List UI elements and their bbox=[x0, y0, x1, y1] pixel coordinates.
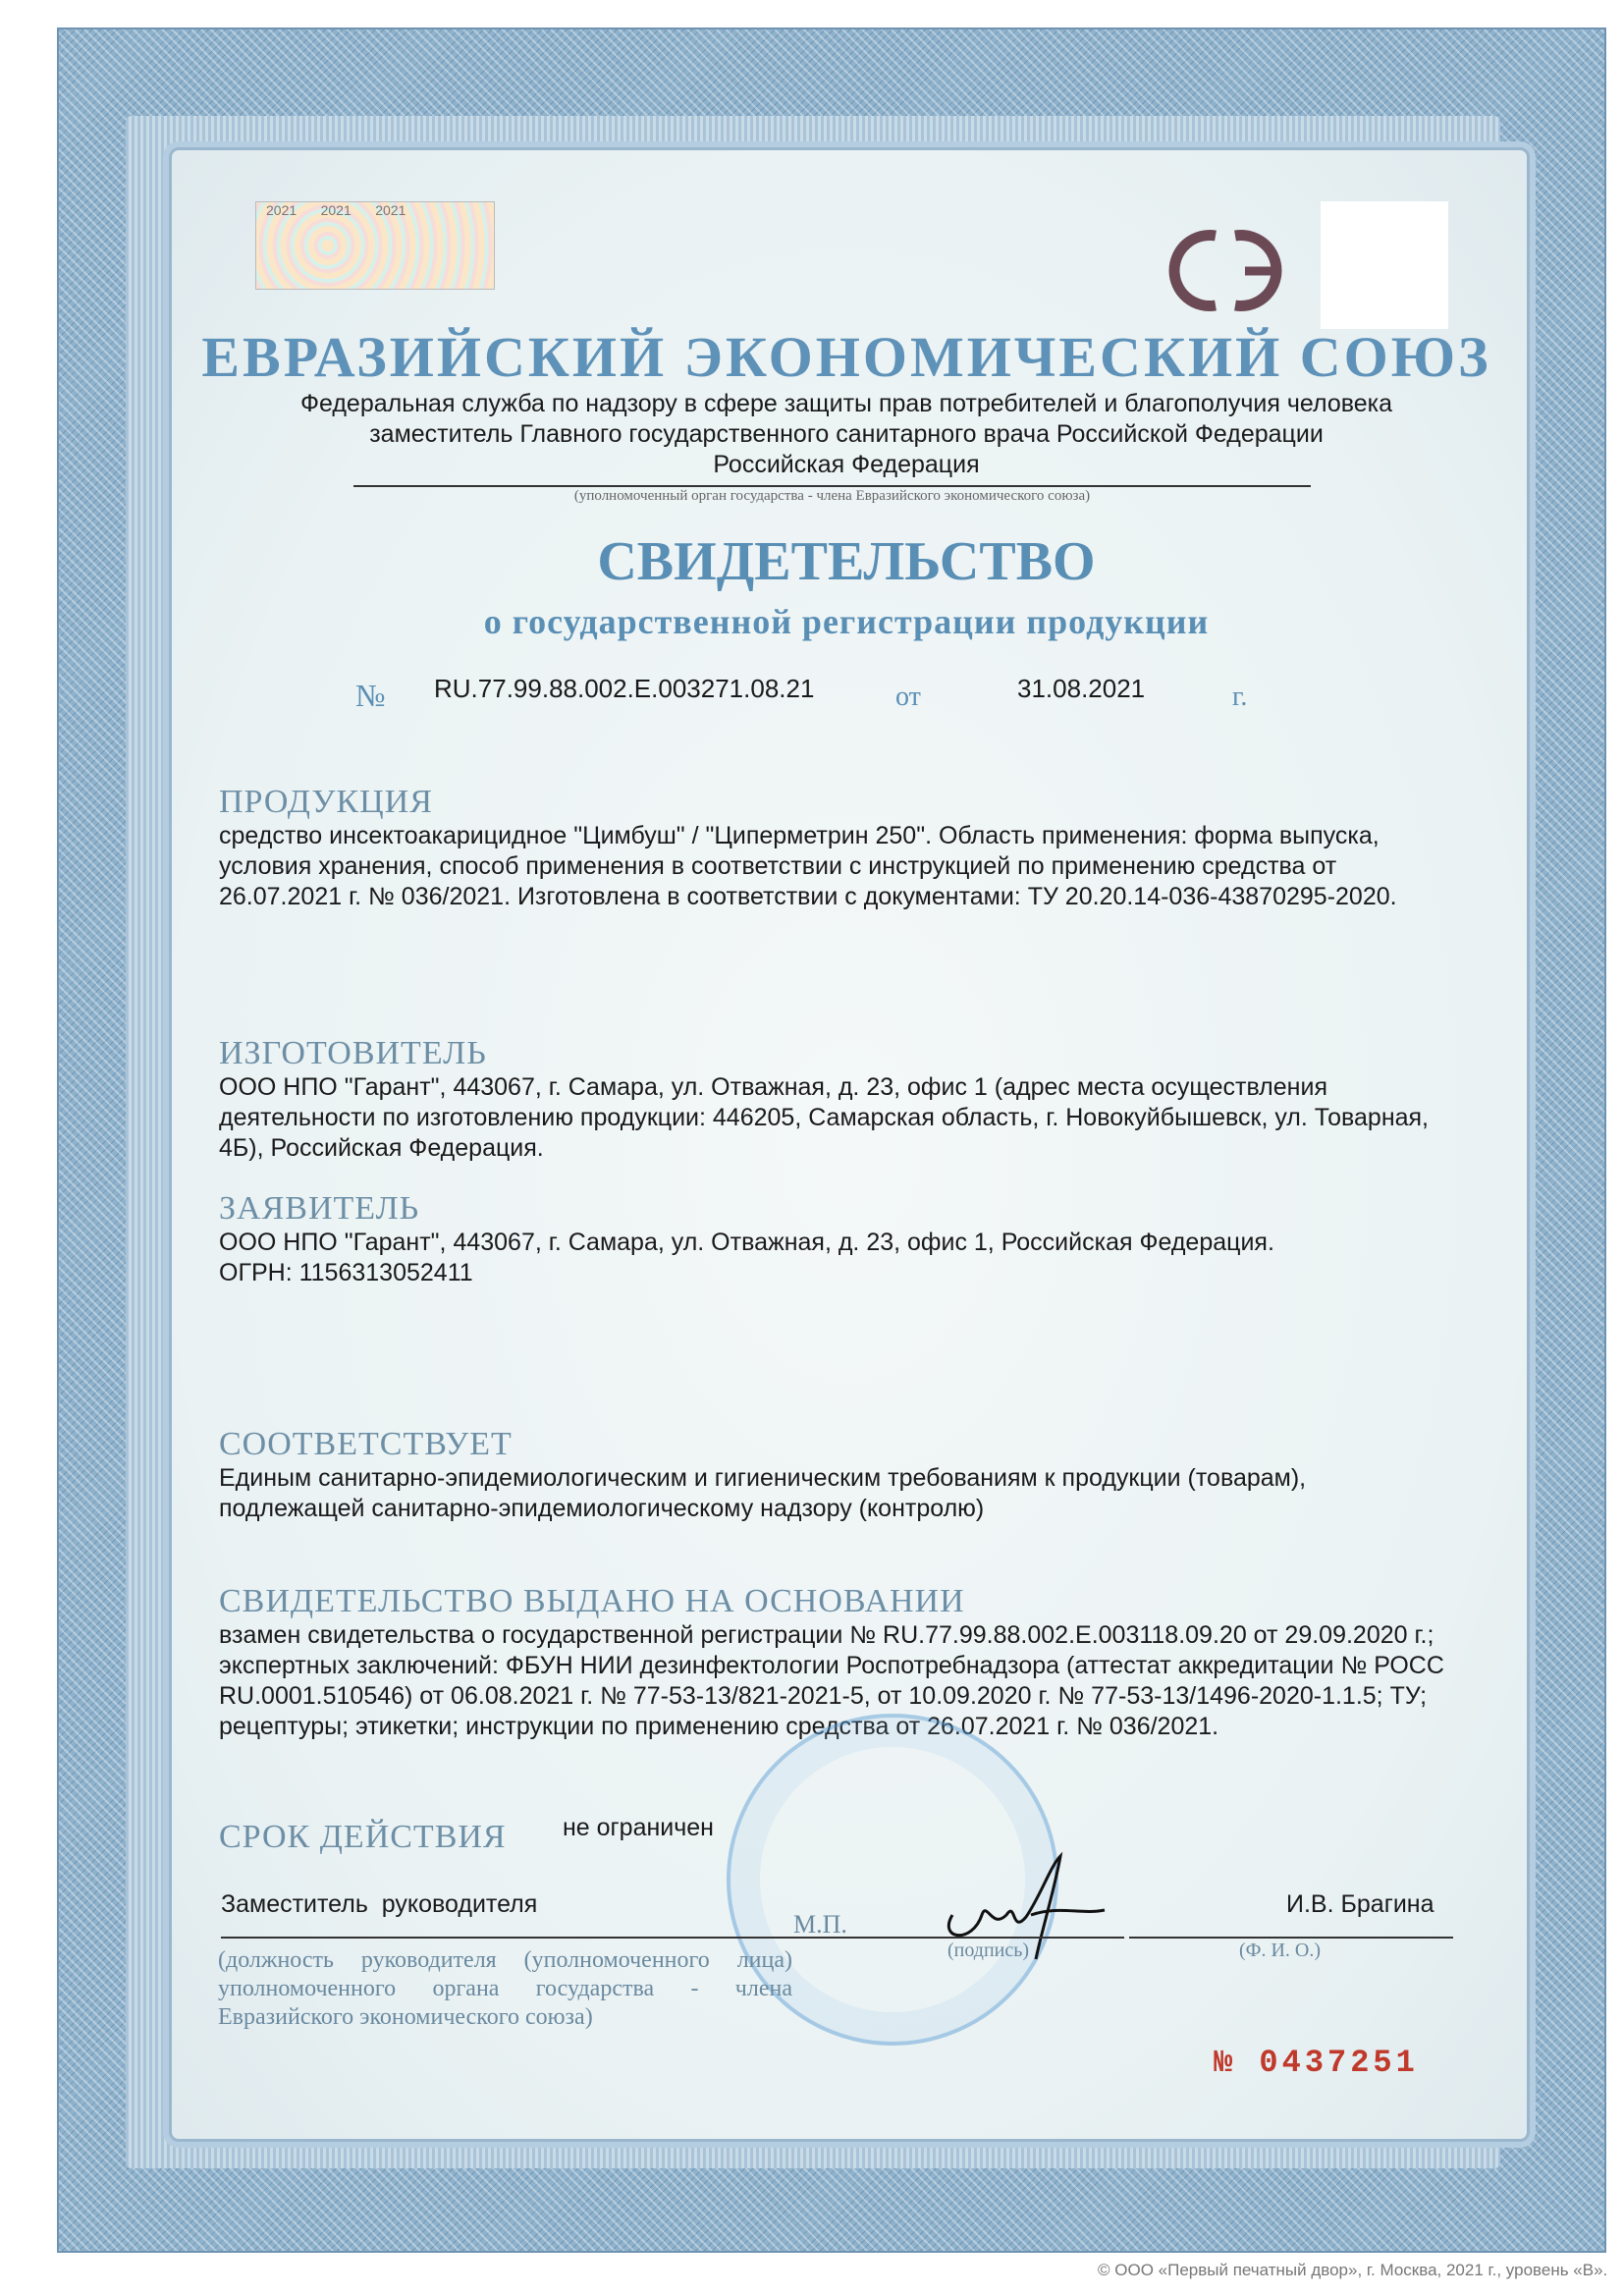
conforms-text: Единым санитарно-эпидемиологическим и гигиеническим требованиям к продукции (товарам), подлежащей санитарно-эпидемиологическому надзору (контролю) bbox=[219, 1464, 1307, 1522]
name-line bbox=[1129, 1937, 1453, 1939]
position-caption: (должность руководителя (уполномоченного лица) уполномоченного органа государства - члена Евразийского экономического союза) bbox=[218, 1947, 792, 2030]
printer-footer: © ООО «Первый печатный двор», г. Москва, 2021 г., уровень «В». bbox=[1098, 2261, 1608, 2279]
applicant-ogrn: ОГРН: 1156313052411 bbox=[219, 1259, 473, 1286]
se-logo bbox=[1155, 224, 1302, 317]
signer-name: И.В. Брагина bbox=[1286, 1890, 1434, 1918]
basis-text: взамен свидетельства о государственной регистрации № RU.77.99.88.002.Е.003118.09.20 от 29.09.2020 г.; экспертных заключений: ФБУН НИИ дезинфектологии Роспотребнадзора (аттестат аккредитации № РОСС RU.0001.510546) от 06.08.2021 г. № 77-53-13/821-2021-5, от 10.09.2020 г. № 77-53-13/1496-2020-1.1.5; ТУ; рецептуры; этикетки; инструкции по применению средства от 26.07.2021 г. № 036/2021. bbox=[219, 1621, 1444, 1740]
union-title: ЕВРАЗИЙСКИЙ ЭКОНОМИЧЕСКИЙ СОЮЗ bbox=[201, 325, 1491, 389]
authority-line: Федеральная служба по надзору в сфере защиты прав потребителей и благополучия человека bbox=[299, 390, 1393, 417]
hologram-year: 2021 bbox=[375, 202, 406, 218]
name-caption: (Ф. И. О.) bbox=[1239, 1940, 1322, 1961]
certificate-subtitle: о государственной регистрации продукции bbox=[483, 602, 1210, 641]
validity-value: не ограничен bbox=[563, 1814, 714, 1841]
basis-heading: СВИДЕТЕЛЬСТВО ВЫДАНО НА ОСНОВАНИИ bbox=[219, 1583, 965, 1619]
signer-position: Заместитель руководителя bbox=[221, 1890, 538, 1918]
hologram-year: 2021 bbox=[266, 202, 298, 218]
certificate-title: СВИДЕТЕЛЬСТВО bbox=[597, 531, 1096, 592]
authority-line: заместитель Главного государственного санитарного врача Российской Федерации bbox=[369, 420, 1324, 448]
product-heading: ПРОДУКЦИЯ bbox=[219, 784, 433, 820]
seal-label: М.П. bbox=[793, 1910, 847, 1939]
manufacturer-heading: ИЗГОТОВИТЕЛЬ bbox=[219, 1035, 487, 1071]
number-label: № bbox=[355, 678, 386, 713]
product-text: средство инсектоакарицидное "Цимбуш" / "Циперметрин 250". Область применения: форма выпуска, условия хранения, способ применения в соответствии с инструкцией по применению средства от 26.07.2021 г. № 036/2021. Изготовлена в соответствии с документами: ТУ 20.20.14-036-43870295-2020. bbox=[219, 822, 1397, 910]
authority-caption: (уполномоченный орган государства - члена Евразийского экономического союза) bbox=[573, 488, 1091, 504]
hologram-year: 2021 bbox=[320, 202, 352, 218]
hologram-sticker bbox=[255, 201, 495, 290]
sign-caption: (подпись) bbox=[947, 1940, 1030, 1961]
blank-patch bbox=[1321, 201, 1448, 329]
divider bbox=[353, 485, 1311, 487]
registration-date: 31.08.2021 bbox=[1017, 674, 1146, 703]
authority-line: Российская Федерация bbox=[713, 451, 980, 478]
applicant-text: ООО НПО "Гарант", 443067, г. Самара, ул. Отважная, д. 23, офис 1, Российская Федерация. bbox=[219, 1229, 1274, 1256]
year-suffix: г. bbox=[1232, 682, 1248, 712]
form-number: № 0437251 bbox=[1214, 2045, 1419, 2081]
applicant-heading: ЗАЯВИТЕЛЬ bbox=[219, 1190, 420, 1227]
registration-number: RU.77.99.88.002.E.003271.08.21 bbox=[434, 674, 815, 703]
manufacturer-text: ООО НПО "Гарант", 443067, г. Самара, ул. Отважная, д. 23, офис 1 (адрес места осуществления деятельности по изготовлению продукции: 446205, Самарская область, г. Новокуйбышевск, ул. Товарная, 4Б), Российская Федерация. bbox=[219, 1073, 1430, 1162]
validity-heading: СРОК ДЕЙСТВИЯ bbox=[219, 1819, 507, 1855]
signature-line bbox=[221, 1937, 1124, 1939]
from-label: от bbox=[895, 682, 921, 712]
conforms-heading: СООТВЕТСТВУЕТ bbox=[219, 1426, 513, 1462]
